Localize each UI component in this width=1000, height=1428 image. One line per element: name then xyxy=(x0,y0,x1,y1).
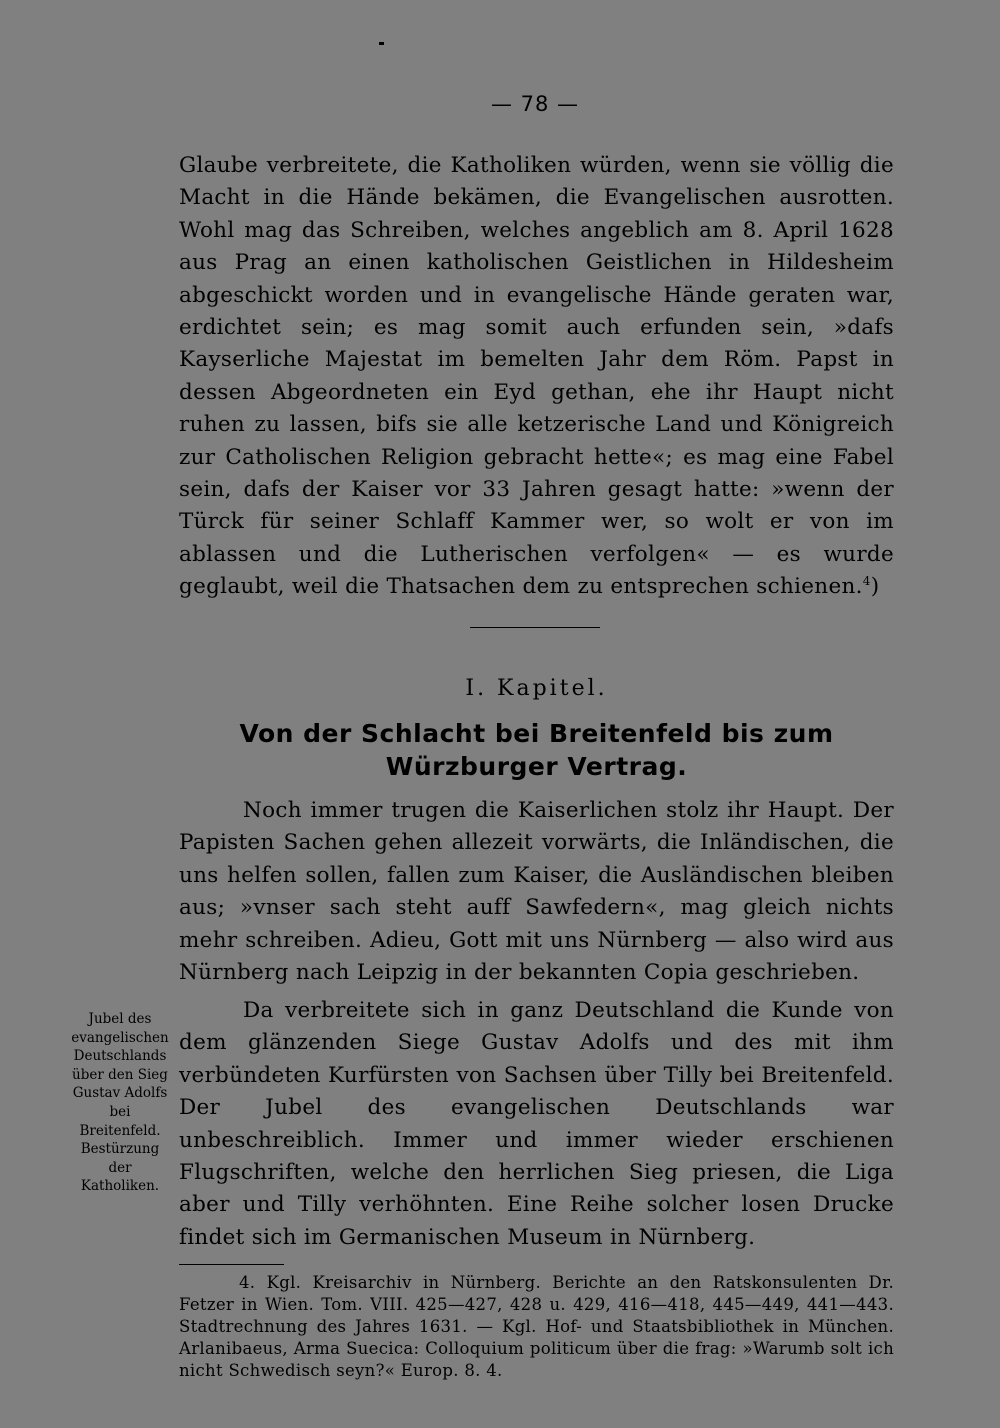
marginal-note-line: Breitenfeld. xyxy=(79,1122,161,1139)
paragraph-1 xyxy=(179,150,894,604)
marginal-note-line: Gustav Adolfs xyxy=(72,1085,168,1102)
paragraph-2: Noch immer trugen die Kaiserlichen stolz ihr Haupt. Der Papisten Sachen gehen allezeit vorwärts, die Inländischen, die uns helfen sollen, fallen zum Kaiser, die Ausländischen bleiben aus; »vnser sach steht auff Sawfedern«, mag gleich nichts mehr schreiben. Adieu, Gott mit uns Nürnberg — also wird aus Nürnberg nach Leipzig in der bekannten Copia geschrieben. xyxy=(179,798,894,986)
marginal-note-line: Jubel des xyxy=(88,1011,152,1027)
chapter-title-line-1: Von der Schlacht bei Breitenfeld bis zum xyxy=(239,719,834,748)
section-separator xyxy=(470,627,600,628)
footnote xyxy=(179,1272,894,1382)
footnote-reference-paren: ) xyxy=(870,574,880,600)
marginal-note-line: über den Sieg xyxy=(72,1066,168,1083)
page-number: — 78 — xyxy=(490,92,580,116)
paragraph-3: Da verbreitete sich in ganz Deutschland die Kunde von dem glänzenden Siege Gustav Adolfs und des mit ihm verbündeten Kurfürsten von Sachsen über Tilly bei Breitenfeld. Der Jubel des evangelischen Deutschlands war unbeschreiblich. Immer und immer wieder erschienen Flugschriften, welche den herrlichen Sieg priesen, die Liga aber und Tilly verhöhnten. Eine Reihe solcher losen Drucke findet sich im Germanischen Museum in Nürnberg. xyxy=(179,998,894,1250)
footnote-reference: 4 xyxy=(862,574,871,589)
marginal-note-line: Bestürzung xyxy=(80,1141,160,1158)
chapter-title-line-2: Würzburger Vertrag. xyxy=(385,752,688,781)
marginal-note-line: evangelischen xyxy=(71,1029,169,1046)
footnote-text: 4. Kgl. Kreisarchiv in Nürnberg. Berichte an den Ratskonsulenten Dr. Fetzer in Wien. Tom. VIII. 425—427, 428 u. 429, 416—418, 445—449, 441—443. Stadtrechnung des Jahres 1631. — Kgl. Hof- und Staatsbibliothek in München. Arlanibaeus, Arma Suecica: Colloquium politicum über die frag: »Warumb solt ich nicht Schwedisch seyn?« Europ. 8. 4. xyxy=(179,1273,894,1380)
paragraph-2-block xyxy=(179,795,894,989)
marginal-note-line: Katholiken. xyxy=(80,1178,160,1195)
ink-speck xyxy=(379,42,384,45)
marginal-note-line: bei xyxy=(109,1103,131,1120)
marginal-note xyxy=(70,1010,170,1196)
paragraph-continued xyxy=(179,150,894,604)
marginal-note-line: Deutschlands xyxy=(73,1048,167,1065)
chapter-label: I. Kapitel. xyxy=(465,676,608,701)
marginal-note-line: der xyxy=(108,1159,132,1176)
chapter-title xyxy=(179,717,894,783)
footnote-rule xyxy=(179,1264,284,1265)
paragraph-3-block xyxy=(179,995,894,1254)
paragraph-1-text: Glaube verbreitete, die Katholiken würden, wenn sie völlig die Macht in die Hände bekämen, die Evangelischen ausrotten. Wohl mag das Schreiben, welches angeblich am 8. April 1628 aus Prag an einen katholischen Geistlichen in Hildesheim abgeschickt worden und in evangelische Hände geraten war, erdichtet sein; es mag somit auch erfunden sein, »dafs Kayserliche Majestat im bemelten Jahr dem Röm. Papst in dessen Abgeordneten ein Eyd gethan, ehe ihr Haupt nicht ruhen zu lassen, bifs sie alle ketzerische Land und Königreich zur Catholischen Religion gebracht hette«; es mag eine Fabel sein, dafs der Kaiser vor 33 Jahren gesagt hatte: »wenn der Türck für seiner Schlaff Kammer wer, so wolt er von im ablassen und die Lutherischen verfolgen« — es wurde geglaubt, weil die Thatsachen dem zu entsprechen schienen. xyxy=(179,153,894,600)
